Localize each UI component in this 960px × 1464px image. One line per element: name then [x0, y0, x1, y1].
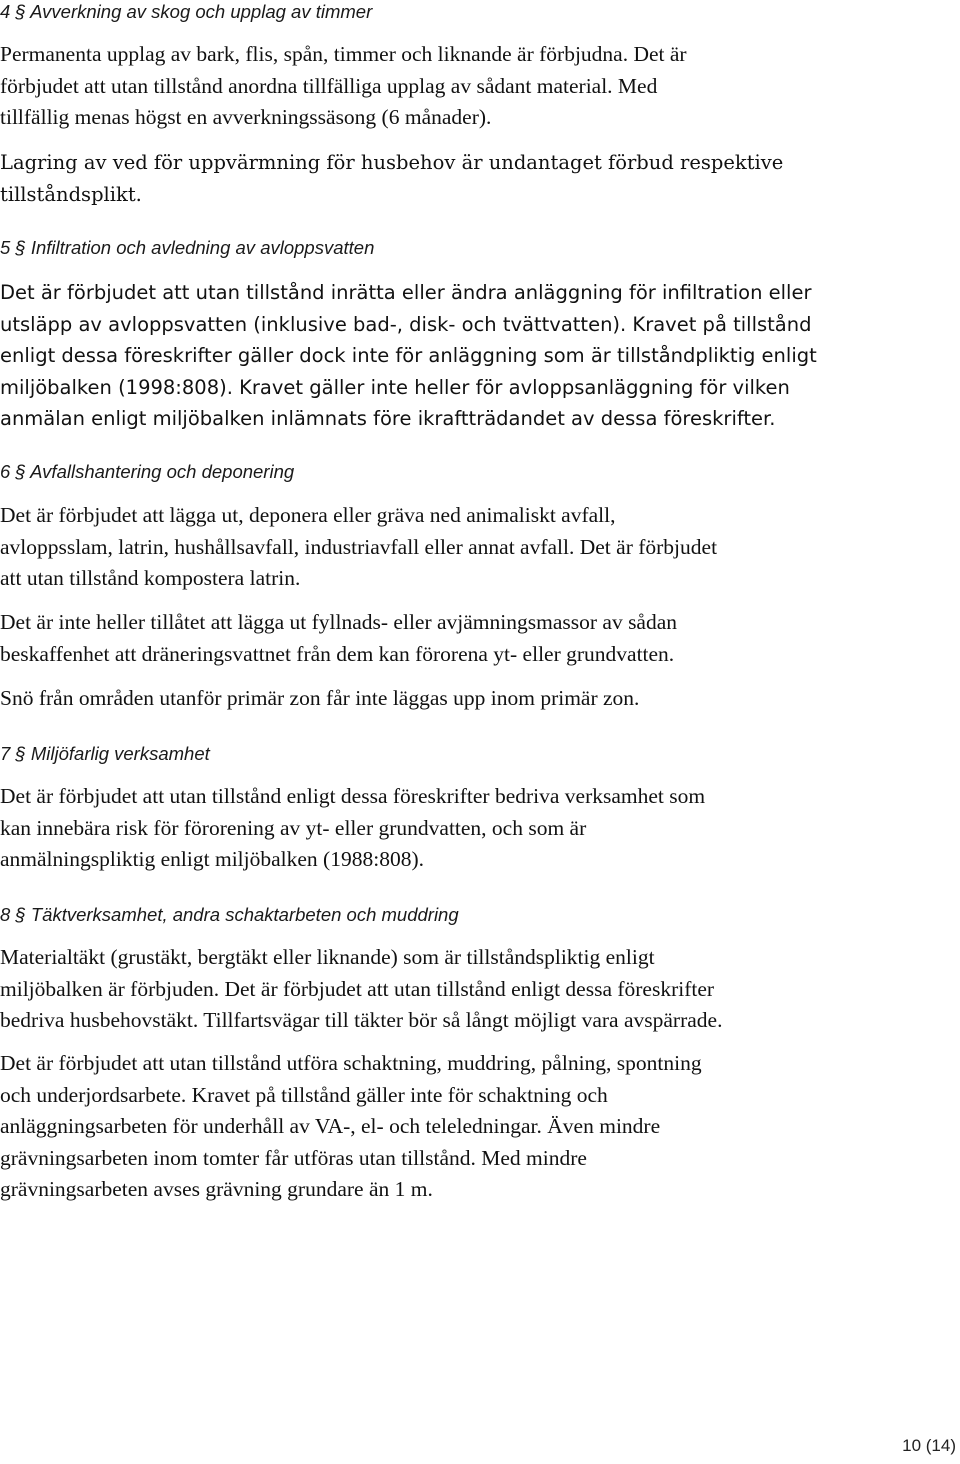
- section-6-paragraph-2: [0, 607, 955, 670]
- text-line: enligt dessa föreskrifter gäller dock inte för anläggning som är tillståndpliktig enligt: [0, 344, 817, 367]
- text-line: Permanenta upplag av bark, flis, spån, timmer och liknande är förbjudna. Det är: [0, 42, 687, 66]
- section-8-heading: 8 § Täktverksamhet, andra schaktarbeten och muddring: [0, 904, 459, 925]
- section-6-heading: 6 § Avfallshantering och deponering: [0, 461, 295, 482]
- text-line: Det är förbjudet att utan tillstånd utföra schaktning, muddring, pålning, spontning: [0, 1051, 702, 1075]
- text-line: bedriva husbehovstäkt. Tillfartsvägar till täkter bör så långt möjligt vara avspärrade.: [0, 1008, 723, 1032]
- text-line: beskaffenhet att dräneringsvattnet från dem kan förorena yt- eller grundvatten.: [0, 641, 675, 666]
- text-line: grävningsarbeten inom tomter får utföras utan tillstånd. Med mindre: [0, 1145, 587, 1170]
- section-4-paragraph-1: [0, 39, 955, 134]
- text-line: förbjudet att utan tillstånd anordna tillfälliga upplag av sådant material. Med: [0, 73, 658, 98]
- text-line: tillfällig menas högst en avverkningssäsong (6 månader).: [0, 105, 492, 129]
- text-line: kan innebära risk för förorening av yt- eller grundvatten, och som är: [0, 815, 587, 840]
- text-line: Det är förbjudet att lägga ut, deponera eller gräva ned animaliskt avfall,: [0, 503, 616, 527]
- text-line: avloppsslam, latrin, hushållsavfall, industriavfall eller annat avfall. Det är förbjudet: [0, 534, 718, 559]
- text-line: utsläpp av avloppsvatten (inklusive bad-, disk- och tvättvatten). Kravet på tillstånd: [0, 312, 812, 336]
- section-8-paragraph-1: [0, 942, 955, 1037]
- text-line: miljöbalken (1998:808). Kravet gäller inte heller för avloppsanläggning för vilken: [0, 375, 790, 399]
- section-6-paragraph-1: [0, 500, 955, 595]
- text-line: grävningsarbeten avses grävning grundare än 1 m.: [0, 1177, 433, 1201]
- text-line: Materialtäkt (grustäkt, bergtäkt eller liknande) som är tillståndspliktig enligt: [0, 945, 655, 969]
- section-8-paragraph-2: [0, 1048, 955, 1206]
- section-7-paragraph-1: [0, 781, 955, 876]
- text-line: anmälan enligt miljöbalken inlämnats före ikraftträdandet av dessa föreskrifter.: [0, 407, 776, 430]
- section-4-heading: 4 § Avverkning av skog och upplag av timmer: [0, 1, 373, 22]
- text-line: Snö från områden utanför primär zon får inte läggas upp inom primär zon.: [0, 686, 640, 710]
- text-line: och underjordsarbete. Kravet på tillstånd gäller inte för schaktning och: [0, 1082, 608, 1107]
- section-6-paragraph-3: [0, 683, 955, 715]
- text-line: tillståndsplikt.: [0, 182, 142, 206]
- text-line: Det är förbjudet att utan tillstånd inrätta eller ändra anläggning för infiltration eller: [0, 281, 812, 304]
- text-line: Lagring av ved för uppvärmning för husbehov är undantaget förbud respektive: [0, 151, 784, 174]
- section-7-heading: 7 § Miljöfarlig verksamhet: [0, 743, 210, 764]
- section-4-paragraph-2: [0, 147, 955, 210]
- text-line: anläggningsarbeten för underhåll av VA-, el- och teleledningar. Även mindre: [0, 1114, 661, 1138]
- text-line: anmälningspliktig enligt miljöbalken (1988:808).: [0, 847, 424, 871]
- text-line: miljöbalken är förbjuden. Det är förbjudet att utan tillstånd enligt dessa föreskrifter: [0, 976, 715, 1001]
- text-line: Det är inte heller tillåtet att lägga ut fyllnads- eller avjämningsmassor av sådan: [0, 610, 678, 634]
- page-number: 10 (14): [902, 1436, 956, 1455]
- section-5-heading: 5 § Infiltration och avledning av avloppsvatten: [0, 237, 375, 258]
- section-5-paragraph-1: [0, 277, 955, 435]
- text-line: Det är förbjudet att utan tillstånd enligt dessa föreskrifter bedriva verksamhet som: [0, 784, 706, 808]
- text-line: att utan tillstånd kompostera latrin.: [0, 566, 301, 590]
